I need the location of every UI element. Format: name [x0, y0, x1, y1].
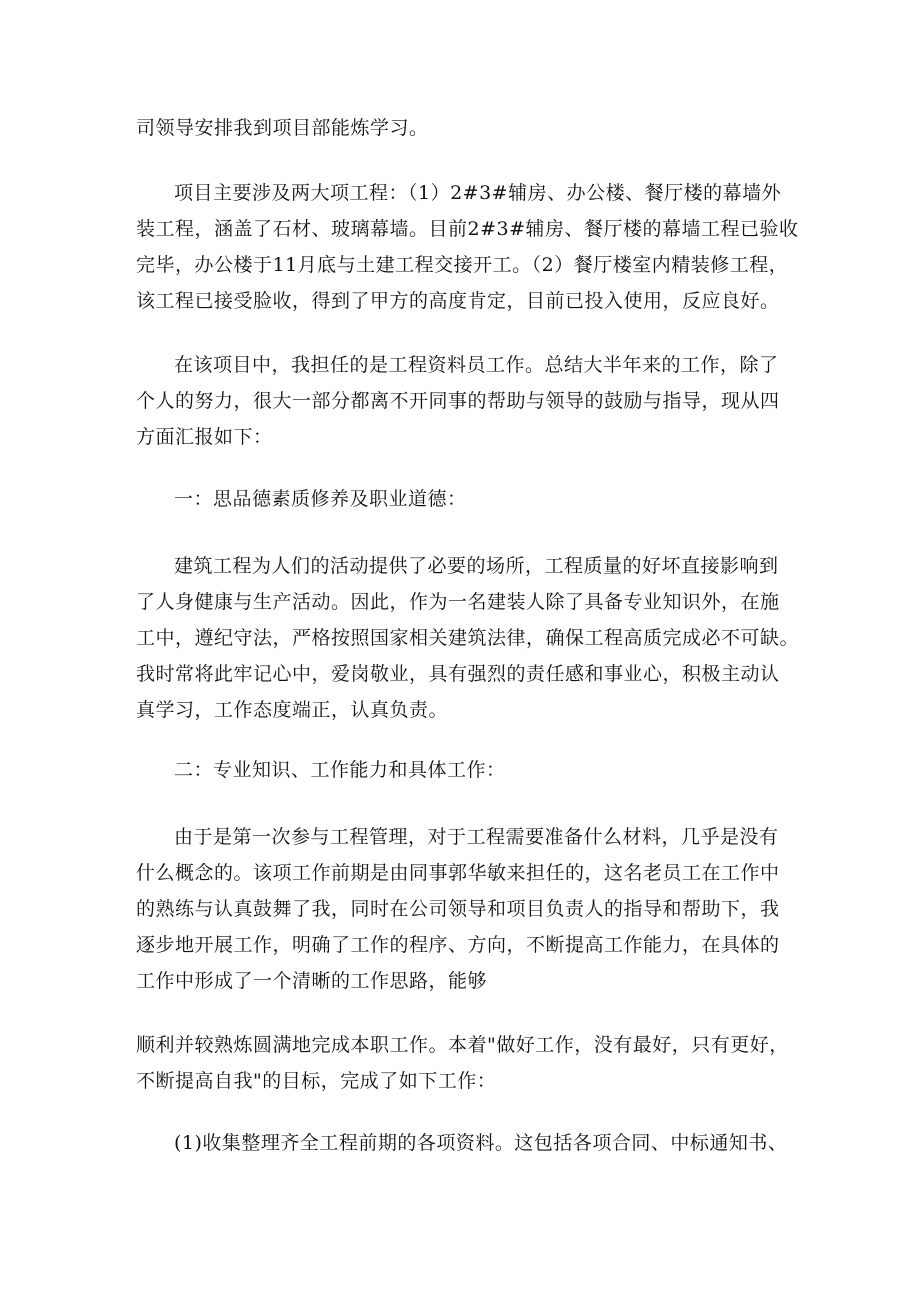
- text-line: 在该项目中，我担任的是工程资料员工作。总结大半年来的工作，除了: [174, 354, 779, 376]
- text-line: 不断提高自我"的目标，完成了如下工作：: [136, 1070, 497, 1092]
- text-line: 什么概念的。该项工作前期是由同事郭华敏来担任的，这名老员工在工作中: [136, 862, 780, 884]
- heading-text: 一：思品德素质修养及职业道德：: [174, 488, 467, 510]
- paragraph-continuation: [136, 110, 796, 146]
- text-line: 方面汇报如下：: [136, 426, 273, 448]
- text-line: 的熟练与认真鼓舞了我，同时在公司领导和项目负责人的指导和帮助下，我: [136, 898, 780, 920]
- text-line: 逐步地开展工作，明确了工作的程序、方向，不断提高工作能力，在具体的: [136, 934, 780, 956]
- text-line: 装工程，涵盖了石材、玻璃幕墙。目前2#3#辅房、餐厅楼的幕墙工程已验收: [136, 218, 799, 240]
- text-line: 个人的努力，很大一部分都离不开同事的帮助与领导的鼓励与指导，现从四: [136, 390, 780, 412]
- text-line: 项目主要涉及两大项工程：（1）2#3#辅房、办公楼、餐厅楼的幕墙外: [174, 182, 782, 204]
- paragraph-item-one: [136, 1125, 796, 1161]
- text-line: 工中，遵纪守法，严格按照国家相关建筑法律，确保工程高质完成必不可缺。: [136, 627, 800, 649]
- text-line: 建筑工程为人们的活动提供了必要的场所，工程质量的好坏直接影响到: [174, 555, 779, 577]
- paragraph-projects: [136, 175, 799, 319]
- paragraph-goal: [136, 1027, 796, 1099]
- paragraph-ethics: [136, 548, 800, 728]
- heading-text: 二：专业知识、工作能力和具体工作：: [174, 759, 506, 781]
- text-line: (1)收集整理齐全工程前期的各项资料。这包括各项合同、中标通知书、: [174, 1132, 788, 1154]
- text-line: 我时常将此牢记心中，爱岗敬业，具有强烈的责任感和事业心，积极主动认: [136, 663, 780, 685]
- section-heading-two: [136, 752, 796, 788]
- text-line: 由于是第一次参与工程管理，对于工程需要准备什么材料，几乎是没有: [174, 826, 779, 848]
- paragraph-role: [136, 347, 796, 455]
- text-line: 司领导安排我到项目部能炼学习。: [136, 117, 429, 139]
- paragraph-work: [136, 819, 796, 999]
- text-line: 真学习，工作态度端正，认真负责。: [136, 699, 449, 721]
- section-heading-one: [136, 481, 796, 517]
- text-line: 完毕，办公楼于11月底与土建工程交接开工。（2）餐厅楼室内精装修工程，: [136, 254, 789, 276]
- text-line: 顺利并较熟炼圆满地完成本职工作。本着"做好工作，没有最好，只有更好，: [136, 1034, 789, 1056]
- text-line: 了人身健康与生产活动。因此，作为一名建装人除了具备专业知识外，在施: [136, 591, 780, 613]
- text-line: 该工程已接受脸收，得到了甲方的高度肯定，目前已投入使用，反应良好。: [136, 290, 780, 312]
- text-line: 工作中形成了一个清晰的工作思路，能够: [136, 970, 488, 992]
